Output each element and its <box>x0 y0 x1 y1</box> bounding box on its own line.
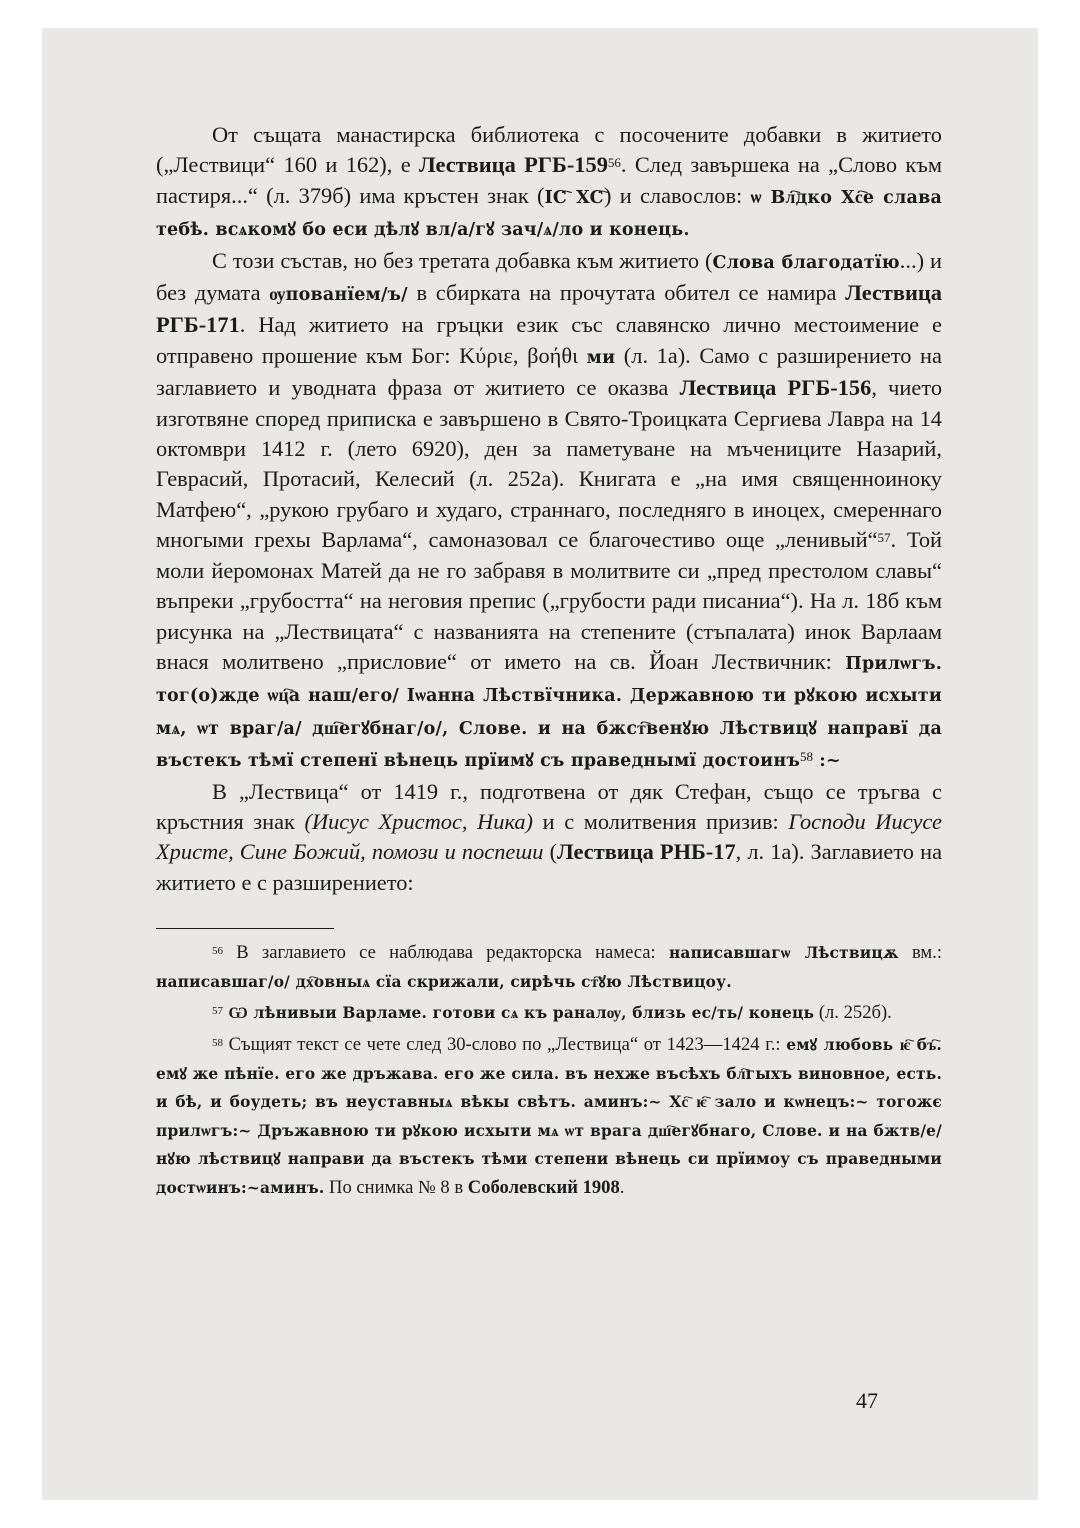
page-number: 47 <box>856 1388 878 1413</box>
text-run: (л. 1а). Само с разширението на заглавието и уводната фраза от житието се оказва <box>156 342 942 401</box>
text-run: . Той моли йеромонах Матей да не го забравя в молитвите си „пред престолом славы“ въпреки „грубостта“ на неговия препис („грубости ради писаниа“). На л. 18б към рисунка на „Лествицата“ с названията на степените (стъпалата) инок Варлаам внася молитвено „присловие“ от името на св. Йоан Лествичник: <box>156 527 942 674</box>
footnote-marker[interactable]: 56 <box>607 155 621 171</box>
footnote-number: 57 <box>212 1005 223 1018</box>
paragraph-2 <box>156 246 942 777</box>
footnote-marker[interactable]: 57 <box>877 530 891 546</box>
text-run: В заглавието се наблюдава редакторска намеса: <box>223 942 669 964</box>
paragraph-1 <box>156 120 942 246</box>
footnote-56 <box>156 939 942 996</box>
church-slavonic-quote: ѡ Вл҇дко Хс҇е слава тебѣ. всѧкомꙋ бо еси дѣлꙋ вл/а/гꙋ зач/ѧ/ло и конець. <box>156 187 942 241</box>
text-run: ( <box>543 839 558 865</box>
italic-phrase: (Иисус Христос, Ника) <box>304 808 534 834</box>
church-slavonic-quote: Ѡ лѣнивыи Варламе. готови сѧ къ раналѹ, близь ес/ть/ конець <box>223 1004 815 1023</box>
greek-quote: Κύριε, βοήθι <box>459 342 579 368</box>
text-run: В „Лествица“ от 1419 г., подготвена от дяк Стефан, също се тръгва с кръстния знак <box>156 778 942 834</box>
church-slavonic-quote: емꙋ любовь ѥ҇ бъ҇. емꙋ же пѣнїе. его же дръжава. его же сила. въ нехже въсѣхъ бл҇гыхъ виновное, есть. и бѣ, и боудеть; въ неуставныѧ вѣкы свѣтъ. аминъ:~ Хс҇ ѥ҇ зало и кѡнецъ:~ тогожє прилѡгъ:~ Дръжавною ти рꙋкою исхыти мѧ ѡт врага дш҇егꙋбнаго, Слове. и на бжтв/е/нꙋю лѣствицꙋ направи да въстекъ тѣми степени вѣнець си прїимоу съ праведными достѡинъ:~аминъ. <box>156 1035 942 1197</box>
church-slavonic-quote: IC҇ XC҇ <box>544 187 604 208</box>
text-run: С този състав, но без третата добавка към житието ( <box>212 247 713 273</box>
text-run: ) и славослов: <box>603 182 751 208</box>
footnote-separator <box>156 928 334 929</box>
manuscript-reference: Лествица РГБ-156 <box>679 375 872 401</box>
text-run: и с молитвения призив: <box>533 808 789 834</box>
text-run: . <box>619 1176 625 1198</box>
footnote-number: 58 <box>212 1036 223 1049</box>
church-slavonic-quote: написавшаг/о/ дх҇овныѧ сїа скрижали, сирѣчь ст҇ꙋю Лѣствицоу. <box>156 972 732 991</box>
footnote-57 <box>156 999 942 1028</box>
text-run: От същата манастирска библиотека с посочените добавки в житието („Лествици“ 160 и 162), е <box>156 122 942 178</box>
text-run: Същият текст се чете след 30-слово по „Лествица“ от 1423—1424 г.: <box>223 1033 787 1055</box>
footnote-number: 56 <box>212 945 223 958</box>
church-slavonic-quote: :~ <box>813 751 841 772</box>
text-run: . Над житието на гръцки език със славянско лично местоимение е отправено прошение към Бог: <box>156 312 942 368</box>
text-run: (л. 252б). <box>814 1002 892 1024</box>
text-run: в сбирката на прочутата обител се намира <box>407 280 846 306</box>
page-body <box>156 120 942 1206</box>
text-run: , чието изготвяне според приписка е завършено в Свято-Троицката Сергиева Лавра на 14 октомври 1412 г. (лето 6920), ден за паметуване на мъчениците Назарий, Геврасий, Протасий, Келесий (л. 252а). Книгата е „на имя священноиноку Матфею“, „рукою грубаго и худаго, страннаго, последняго в иноцех, смереннаго многыми грехы Варлама“, самоназовал се благочестиво още „ленивый“ <box>156 375 943 553</box>
footnote-58 <box>156 1031 942 1203</box>
church-slavonic-quote: Прилѡгъ. тог(о)жде ѡц҇а наш/его/ Ιѡанна Лѣствїчника. Державною ти рꙋкою исхыти мѧ, ѡт враг/а/ дш҇егꙋбнаг/о/, Слове. и на бжст҇венꙋю Лѣствицꙋ направї да въстекъ тѣмї степенї вѣнець прїимꙋ съ праведнымї достоинъ <box>156 653 942 772</box>
bibliography-reference: Соболевский 1908 <box>467 1176 620 1198</box>
church-slavonic-quote: ѹпованїем/ъ/ <box>269 285 408 306</box>
church-slavonic-quote: ми <box>586 347 616 368</box>
text-run: , л. 1а). Заглавието на житието е с разширението: <box>156 839 943 895</box>
text-run: ...) и без думата <box>156 247 942 306</box>
manuscript-reference: Лествица РНБ-17 <box>557 839 736 865</box>
footnote-marker[interactable]: 58 <box>800 749 813 765</box>
church-slavonic-quote: написавшагѡ Лѣствицѫ <box>668 944 899 963</box>
paragraph-3 <box>156 777 942 899</box>
church-slavonic-quote: Слова благодатїю <box>712 252 900 273</box>
text-run: вм.: <box>898 942 942 964</box>
manuscript-reference: Лествица РГБ-159 <box>419 152 608 178</box>
manuscript-reference: Лествица РГБ-171 <box>156 280 943 338</box>
italic-phrase: Господи Иисусе Христе, Сине Божий, помози и поспеши <box>156 808 942 865</box>
text-run: По снимка № 8 в <box>324 1176 468 1198</box>
text-run: . След завършека на „Слово към пастиря...“ (л. 379б) има кръстен знак ( <box>156 152 942 208</box>
